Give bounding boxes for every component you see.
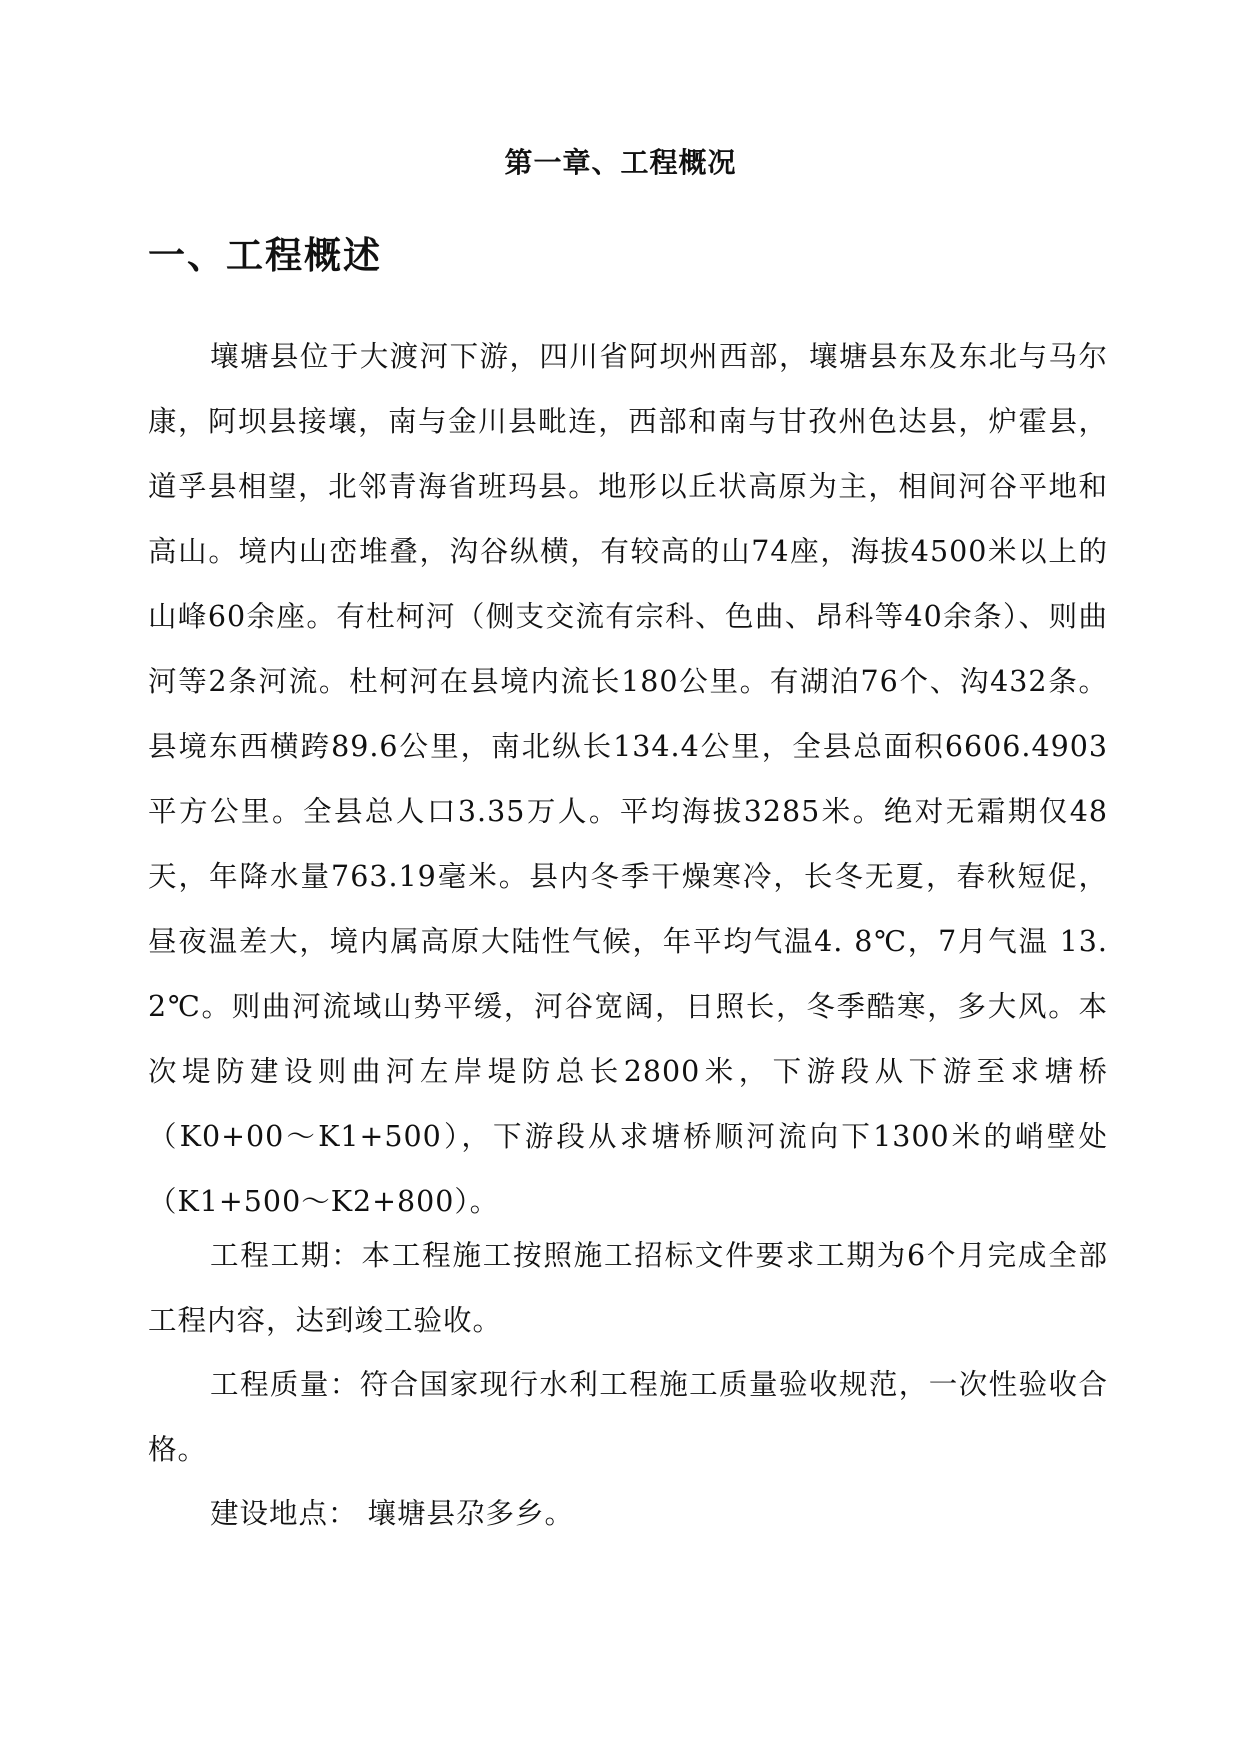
overview-paragraph: 壤塘县位于大渡河下游，四川省阿坝州西部，壤塘县东及东北与马尔康，阿坝县接壤，南与金川县毗连，西部和南与甘孜州色达县，炉霍县，道孚县相望，北邻青海省班玛县。地形以丘状高原为主，相间河谷平地和高山。境内山峦堆叠，沟谷纵横，有较高的山74座，海拔4500米以上的山峰60余座。有杜柯河（侧支交流有宗科、色曲、昂科等40余条）、则曲河等2条河流。杜柯河在县境内流长180公里。有湖泊76个、沟432条。县境东西横跨89.6公里，南北纵长134.4公里，全县总面积6606.4903平方公里。全县总人口3.35万人。平均海拔3285米。绝对无霜期仅48天，年降水量763.19毫米。县内冬季干燥寒冷，长冬无夏，春秋短促，昼夜温差大，境内属高原大陆性气候，年平均气温4. 8℃，7月气温 13. 2℃。则曲河流域山势平缓，河谷宽阔，日照长，冬季酷寒，多大风。本次堤防建设则曲河左岸堤防总长2800米，下游段从下游至求塘桥（K0+00～K1+500），下游段从求塘桥顺河流向下1300米的峭壁处（K1+500～K2+800）。	[148, 340, 1108, 1218]
quality-paragraph: 工程质量：符合国家现行水利工程施工质量验收规范，一次性验收合格。	[148, 1368, 1108, 1466]
location-paragraph: 建设地点： 壤塘县尕多乡。	[210, 1497, 575, 1530]
schedule-paragraph: 工程工期：本工程施工按照施工招标文件要求工期为6个月完成全部工程内容，达到竣工验收。	[148, 1239, 1108, 1337]
chapter-title: 第一章、工程概况	[504, 146, 737, 179]
section-title: 一、工程概述	[148, 234, 382, 277]
